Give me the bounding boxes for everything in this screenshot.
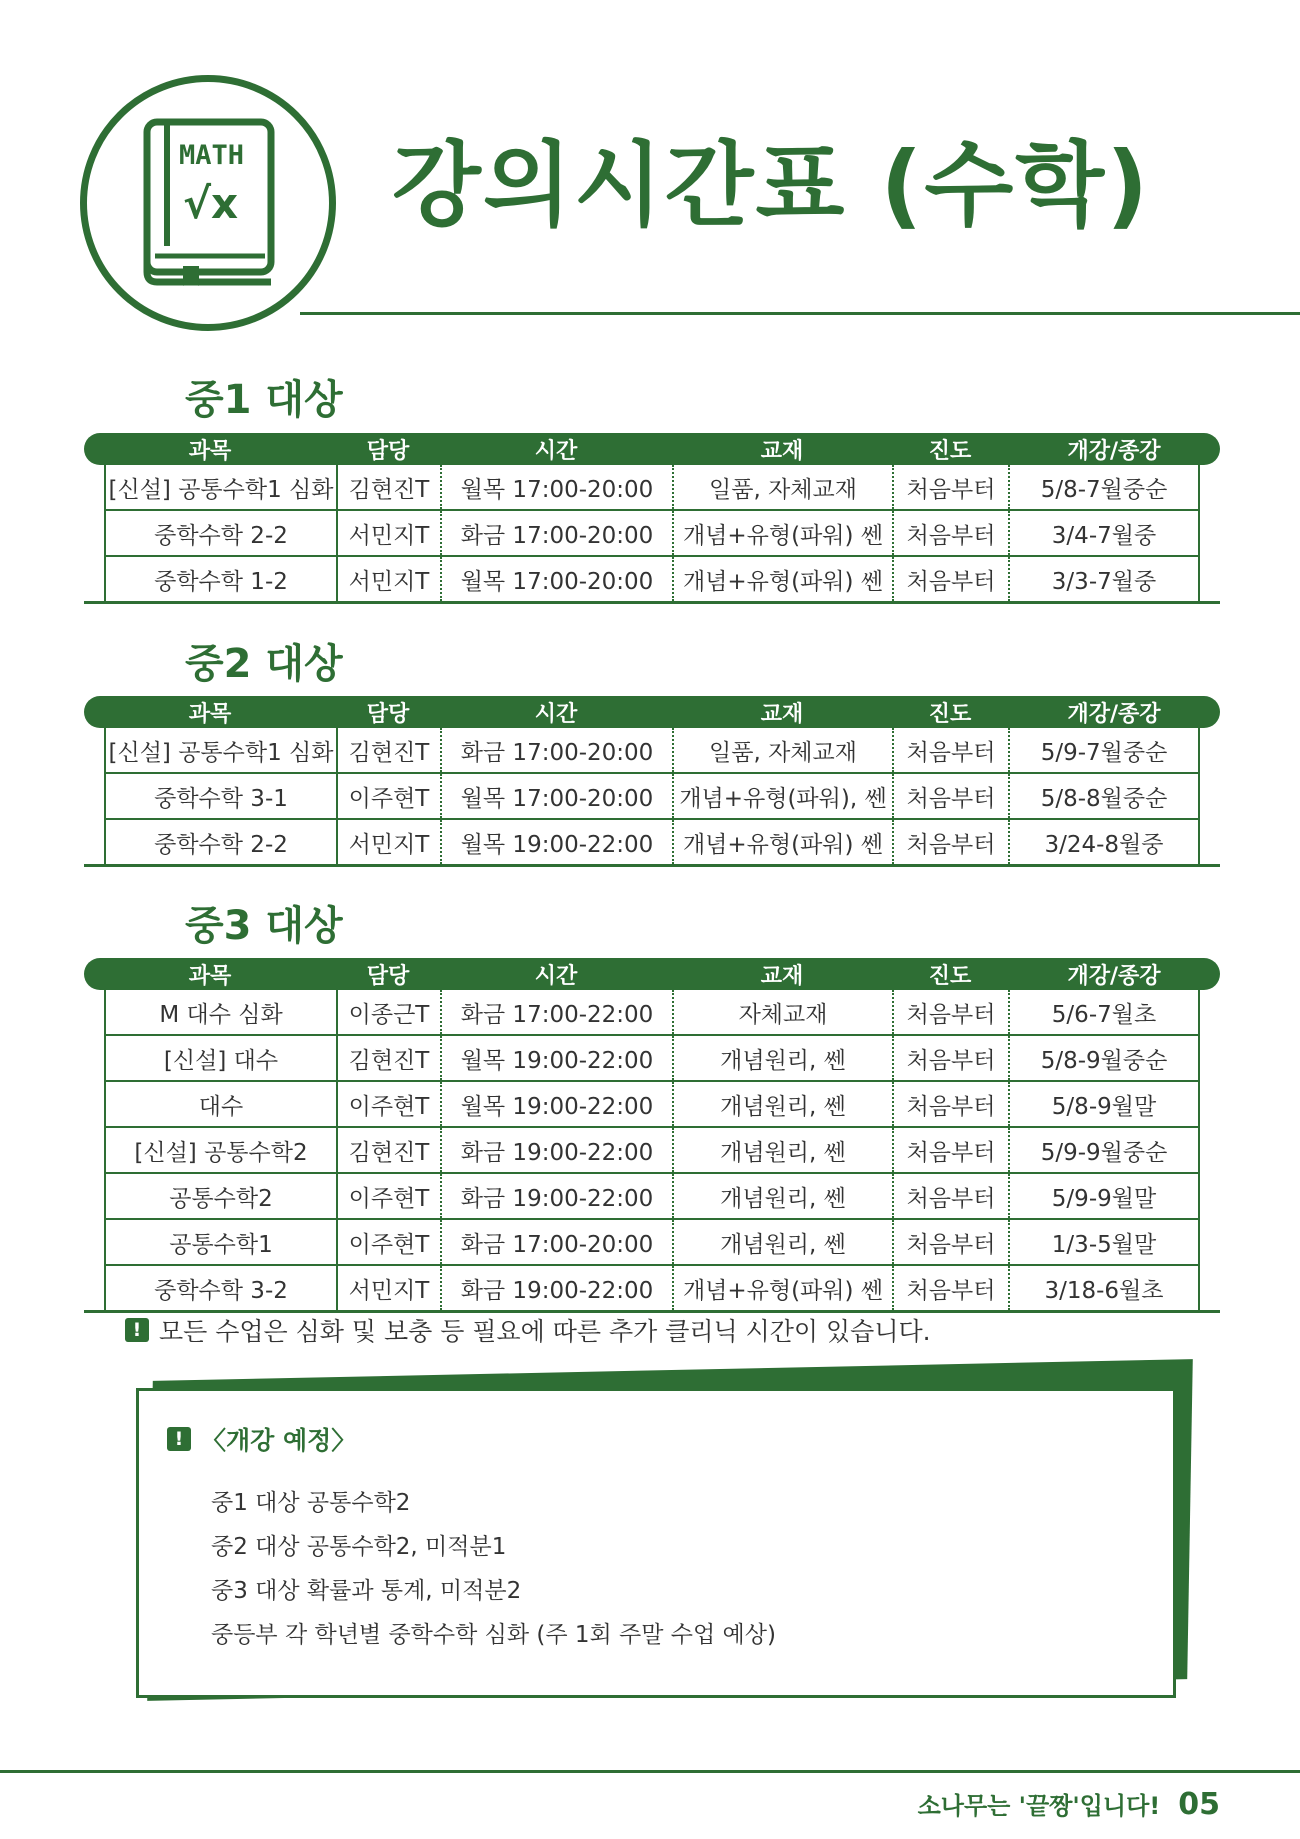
col-subject: 과목 (188, 701, 232, 727)
cell-time: 월목 17:00-20:00 (442, 557, 674, 601)
cell-teacher: 서민지T (338, 557, 442, 601)
cell-teacher: 김현진T (338, 728, 442, 772)
cell-teacher: 이주현T (338, 1220, 442, 1264)
cell-progress: 처음부터 (894, 511, 1010, 555)
col-teacher: 담당 (366, 438, 410, 464)
cell-time: 화금 17:00-20:00 (442, 511, 674, 555)
table-row (106, 820, 1198, 866)
cell-textbook: 개념원리, 쎈 (674, 1128, 894, 1172)
cell-textbook: 자체교재 (674, 990, 894, 1034)
cell-subject: 중학수학 3-1 (106, 774, 338, 818)
col-textbook: 교재 (760, 963, 804, 989)
upcoming-courses-title (167, 1421, 356, 1457)
cell-progress: 처음부터 (894, 1082, 1010, 1126)
col-subject: 과목 (188, 963, 232, 989)
cell-period: 1/3-5월말 (1051, 1231, 1157, 1258)
upcoming-courses-list (211, 1481, 776, 1657)
cell-subject: 중학수학 1-2 (106, 557, 338, 601)
exclamation-icon: ! (167, 1427, 191, 1451)
page-title: 강의시간표 (수학) (392, 132, 1151, 239)
cell-time: 월목 19:00-22:00 (442, 820, 674, 864)
cell-textbook: 개념+유형(파워) 쎈 (674, 511, 894, 555)
col-textbook: 교재 (760, 701, 804, 727)
page-number: 05 (1178, 1787, 1220, 1822)
cell-time: 화금 19:00-22:00 (442, 1174, 674, 1218)
upcoming-courses-box (136, 1388, 1176, 1698)
svg-text:√x: √x (183, 179, 239, 228)
table-header (84, 433, 1220, 465)
list-item: 중등부 각 학년별 중학수학 심화 (주 1회 주말 수업 예상) (211, 1622, 776, 1648)
clinic-note-text: 모든 수업은 심화 및 보충 등 필요에 따른 추가 클리닉 시간이 있습니다. (159, 1317, 931, 1346)
section-title-grade3: 중3 대상 (185, 903, 343, 949)
col-progress: 진도 (928, 701, 972, 727)
table-row (106, 990, 1198, 1036)
cell-time: 월목 19:00-22:00 (442, 1036, 674, 1080)
cell-subject: M 대수 심화 (106, 990, 338, 1034)
math-book-icon (133, 116, 283, 291)
cell-teacher: 이주현T (338, 774, 442, 818)
cell-teacher: 김현진T (338, 1128, 442, 1172)
cell-subject: [신설] 공통수학1 심화 (106, 728, 338, 772)
cell-teacher: 김현진T (338, 1036, 442, 1080)
table-row (106, 1266, 1198, 1312)
cell-teacher: 서민지T (338, 1266, 442, 1310)
cell-time: 화금 17:00-22:00 (442, 990, 674, 1034)
timetable-grade3 (84, 958, 1220, 1313)
svg-text:MATH: MATH (179, 140, 245, 171)
table-row (106, 1082, 1198, 1128)
cell-teacher: 김현진T (338, 465, 442, 509)
upcoming-courses-heading: 〈개강 예정〉 (201, 1426, 357, 1455)
col-progress: 진도 (928, 963, 972, 989)
cell-time: 화금 17:00-20:00 (442, 1220, 674, 1264)
col-textbook: 교재 (760, 438, 804, 464)
cell-textbook: 개념+유형(파워) 쎈 (674, 1266, 894, 1310)
cell-subject: 중학수학 2-2 (106, 511, 338, 555)
cell-progress: 처음부터 (894, 1266, 1010, 1310)
cell-progress: 처음부터 (894, 820, 1010, 864)
cell-textbook: 개념+유형(파워), 쎈 (674, 774, 894, 818)
table-row (106, 557, 1198, 603)
list-item: 중3 대상 확률과 통계, 미적분2 (211, 1578, 522, 1604)
footer (918, 1786, 1220, 1822)
cell-progress: 처음부터 (894, 465, 1010, 509)
cell-time: 화금 17:00-20:00 (442, 728, 674, 772)
table-row (106, 1174, 1198, 1220)
cell-textbook: 일품, 자체교재 (674, 728, 894, 772)
list-item: 중2 대상 공통수학2, 미적분1 (211, 1534, 507, 1560)
cell-progress: 처음부터 (894, 1036, 1010, 1080)
table-row (106, 1128, 1198, 1174)
cell-teacher: 서민지T (338, 820, 442, 864)
exclamation-icon: ! (125, 1318, 149, 1342)
cell-teacher: 이주현T (338, 1174, 442, 1218)
cell-subject: 중학수학 2-2 (106, 820, 338, 864)
cell-time: 화금 19:00-22:00 (442, 1266, 674, 1310)
cell-period: 3/24-8월중 (1044, 831, 1164, 858)
cell-period: 3/4-7월중 (1051, 522, 1157, 549)
cell-time: 화금 19:00-22:00 (442, 1128, 674, 1172)
cell-teacher: 이종근T (338, 990, 442, 1034)
cell-subject: 공통수학2 (106, 1174, 338, 1218)
col-teacher: 담당 (366, 701, 410, 727)
cell-textbook: 일품, 자체교재 (674, 465, 894, 509)
cell-textbook: 개념원리, 쎈 (674, 1036, 894, 1080)
cell-subject: 대수 (106, 1082, 338, 1126)
cell-progress: 처음부터 (894, 1174, 1010, 1218)
cell-period: 5/6-7월초 (1051, 1001, 1157, 1028)
cell-period: 3/3-7월중 (1051, 568, 1157, 595)
table-row (106, 465, 1198, 511)
clinic-note (125, 1312, 931, 1348)
cell-progress: 처음부터 (894, 1220, 1010, 1264)
cell-progress: 처음부터 (894, 557, 1010, 601)
cell-subject: [신설] 대수 (106, 1036, 338, 1080)
col-progress: 진도 (928, 438, 972, 464)
table-row (106, 1036, 1198, 1082)
cell-teacher: 서민지T (338, 511, 442, 555)
cell-period: 5/8-9월말 (1051, 1093, 1157, 1120)
table-row (106, 1220, 1198, 1266)
cell-progress: 처음부터 (894, 1128, 1010, 1172)
table-bottom-rule (84, 601, 1220, 604)
table-row (106, 774, 1198, 820)
cell-progress: 처음부터 (894, 728, 1010, 772)
cell-subject: [신설] 공통수학2 (106, 1128, 338, 1172)
cell-period: 5/8-8월중순 (1040, 785, 1168, 812)
table-header (84, 696, 1220, 728)
cell-textbook: 개념+유형(파워) 쎈 (674, 820, 894, 864)
cell-period: 5/8-9월중순 (1040, 1047, 1168, 1074)
table-header (84, 958, 1220, 990)
cell-period: 5/8-7월중순 (1040, 476, 1168, 503)
header-divider (300, 312, 1300, 315)
table-row (106, 511, 1198, 557)
footer-slogan: 소나무는 '끝짱'입니다! (917, 1792, 1161, 1820)
cell-time: 월목 17:00-20:00 (442, 465, 674, 509)
col-time: 시간 (534, 963, 578, 989)
col-time: 시간 (534, 701, 578, 727)
cell-subject: [신설] 공통수학1 심화 (106, 465, 338, 509)
table-row (106, 728, 1198, 774)
col-period: 개강/종강 (1067, 438, 1161, 464)
col-subject: 과목 (188, 438, 232, 464)
cell-teacher: 이주현T (338, 1082, 442, 1126)
timetable-grade2 (84, 696, 1220, 867)
cell-textbook: 개념+유형(파워) 쎈 (674, 557, 894, 601)
cell-progress: 처음부터 (894, 774, 1010, 818)
cell-time: 월목 19:00-22:00 (442, 1082, 674, 1126)
col-teacher: 담당 (366, 963, 410, 989)
math-book-logo (80, 75, 336, 331)
cell-progress: 처음부터 (894, 990, 1010, 1034)
list-item: 중1 대상 공통수학2 (211, 1490, 411, 1516)
cell-period: 3/18-6월초 (1044, 1277, 1164, 1304)
cell-textbook: 개념원리, 쎈 (674, 1220, 894, 1264)
col-period: 개강/종강 (1067, 963, 1161, 989)
cell-period: 5/9-9월말 (1051, 1185, 1157, 1212)
footer-divider (0, 1770, 1300, 1773)
cell-period: 5/9-9월중순 (1040, 1139, 1168, 1166)
section-title-grade1: 중1 대상 (185, 377, 343, 423)
col-time: 시간 (534, 438, 578, 464)
cell-period: 5/9-7월중순 (1040, 739, 1168, 766)
cell-textbook: 개념원리, 쎈 (674, 1082, 894, 1126)
cell-subject: 중학수학 3-2 (106, 1266, 338, 1310)
cell-subject: 공통수학1 (106, 1220, 338, 1264)
col-period: 개강/종강 (1067, 701, 1161, 727)
cell-time: 월목 17:00-20:00 (442, 774, 674, 818)
section-title-grade2: 중2 대상 (185, 641, 343, 687)
table-bottom-rule (84, 864, 1220, 867)
timetable-grade1 (84, 433, 1220, 604)
cell-textbook: 개념원리, 쎈 (674, 1174, 894, 1218)
